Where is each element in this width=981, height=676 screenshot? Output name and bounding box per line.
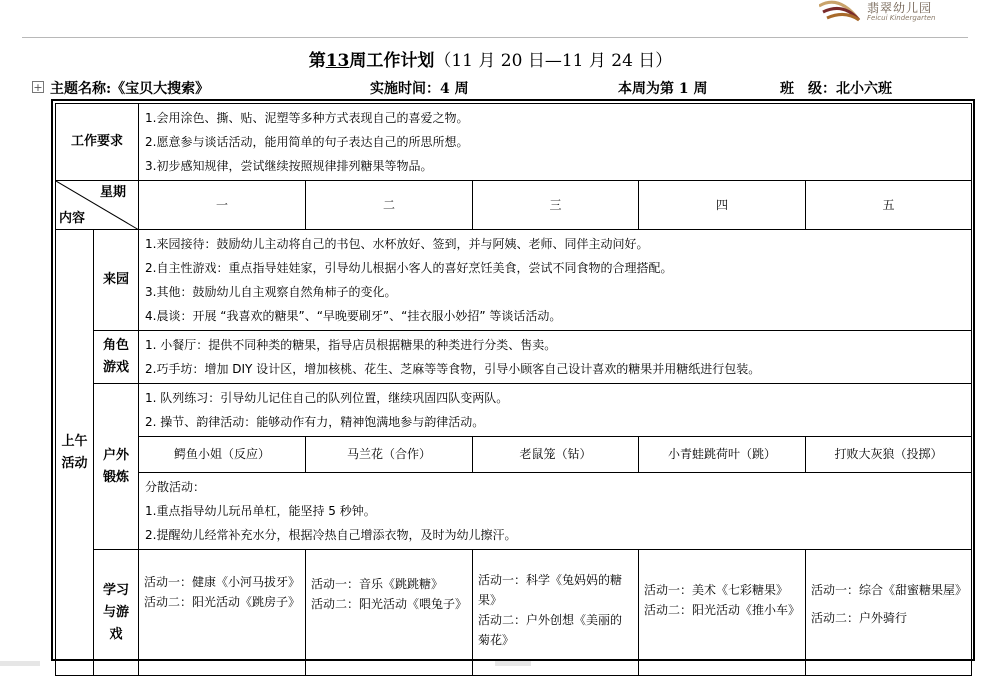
header-rule <box>22 37 968 38</box>
arrival-item: 3.其他：鼓励幼儿自主观察自然角柿子的变化。 <box>145 285 397 299</box>
arrival-item: 1.来园接待：鼓励幼儿主动将自己的书包、水杯放好、签到，并与阿姨、老师、同伴主动问好。 <box>145 237 649 251</box>
page-marker <box>495 661 531 666</box>
outdoor-bottom-row <box>56 473 972 550</box>
weekday-header: 一 <box>139 181 306 230</box>
weekday-header: 二 <box>306 181 473 230</box>
outdoor-game-cell: 马兰花（合作） <box>306 437 473 473</box>
requirement-item: 1.会用涂色、撕、贴、泥塑等多种方式表现自己的喜爱之物。 <box>145 111 469 125</box>
roleplay-row <box>56 331 972 384</box>
logo-fan-icon <box>819 0 861 22</box>
requirement-item: 2.愿意参与谈话活动，能用简单的句子表达自己的所思所想。 <box>145 135 469 149</box>
diagonal-header-cell <box>56 181 139 230</box>
activity-two: 活动二：阳光活动《跳房子》 <box>144 595 301 609</box>
arrival-content <box>139 230 972 331</box>
logo-en-text: Feicui Kindergarten <box>867 14 936 22</box>
learning-day-cell <box>473 550 639 676</box>
activity-one: 活动一：科学《兔妈妈的糖果》 <box>478 573 623 607</box>
outdoor-game-cell: 老鼠笼（钻） <box>473 437 639 473</box>
activity-two: 活动二：阳光活动《推小车》 <box>644 603 801 617</box>
outdoor-top-content <box>139 384 972 437</box>
arrival-item: 4.晨谈：开展 “我喜欢的糖果”、“早晚要刷牙”、“挂衣服小妙招” 等谈话活动。 <box>145 309 562 323</box>
outdoor-game-cell: 打败大灰狼（投掷） <box>806 437 972 473</box>
outdoor-free-activity <box>139 473 972 550</box>
theme-name: 主题名称:《宝贝大搜索》 <box>50 81 210 97</box>
title-suffix: 周工作计划 <box>349 51 435 71</box>
weekday-header: 四 <box>639 181 806 230</box>
activity-one: 活动一：音乐《跳跳糖》 <box>311 577 444 591</box>
arrival-label: 来园 <box>94 230 139 331</box>
title-week-number: 13 <box>325 51 350 71</box>
learning-day-cell <box>639 550 806 676</box>
learning-day-cell[interactable] <box>306 550 473 676</box>
learning-row <box>56 550 972 676</box>
title-date-range: （11 月 20 日—11 月 24 日） <box>434 51 673 71</box>
horizontal-scroll-stub[interactable] <box>0 661 40 666</box>
outdoor-free-item: 1.重点指导幼儿玩吊单杠，能坚持 5 秒钟。 <box>145 504 376 518</box>
activity-one: 活动一：美术《七彩糖果》 <box>644 583 789 597</box>
content-label: 内容 <box>59 211 86 227</box>
class-name: 班 级：北小六班 <box>780 81 892 97</box>
outdoor-game-cell: 鳄鱼小姐（反应） <box>139 437 306 473</box>
requirements-content <box>139 104 972 181</box>
requirements-label: 工作要求 <box>56 104 139 181</box>
week-label: 星期 <box>100 185 127 200</box>
current-week: 本周为第 1 周 <box>618 81 708 97</box>
requirements-row <box>56 104 972 181</box>
activity-one: 活动一：综合《甜蜜糖果屋》 <box>811 583 968 597</box>
roleplay-item: 1. 小餐厅：提供不同种类的糖果，指导店员根据糖果的种类进行分类、售卖。 <box>145 338 557 352</box>
arrival-row <box>56 230 972 331</box>
requirement-item: 3.初步感知规律，尝试继续按照规律排列糖果等物品。 <box>145 159 433 173</box>
weekday-header-row <box>56 181 972 230</box>
kindergarten-logo <box>819 0 969 26</box>
arrival-item: 2.自主性游戏：重点指导娃娃家，引导幼儿根据小客人的喜好烹饪美食，尝试不同食物的合理搭配。 <box>145 261 673 275</box>
learning-day-cell <box>139 550 306 676</box>
outdoor-games-row <box>56 437 972 473</box>
roleplay-item: 2.巧手坊：增加 DIY 设计区，增加核桃、花生、芝麻等等食物，引导小顾客自己设计喜欢的糖果并用糖纸进行包装。 <box>145 362 761 376</box>
activity-two: 活动二：阳光活动《喂兔子》 <box>311 597 468 611</box>
outdoor-top-row <box>56 384 972 437</box>
learning-label: 学习与游戏 <box>94 550 139 676</box>
roleplay-content <box>139 331 972 384</box>
outdoor-label: 户外锻炼 <box>94 384 139 550</box>
activity-two: 活动二：户外骑行 <box>811 611 908 625</box>
outdoor-free-item: 2.提醒幼儿经常补充水分，根据冷热自己增添衣物，及时为幼儿擦汗。 <box>145 528 517 542</box>
logo-cn-text: 翡翠幼儿园 <box>867 1 933 15</box>
weekly-plan-table <box>55 103 972 676</box>
weekday-header: 三 <box>473 181 639 230</box>
implementation-time: 实施时间：4 周 <box>370 81 469 97</box>
activity-one: 活动一：健康《小河马拔牙》 <box>144 575 301 589</box>
title-prefix: 第 <box>308 51 326 71</box>
page-title <box>0 46 981 71</box>
outdoor-game-cell: 小青蛙跳荷叶（跳） <box>639 437 806 473</box>
morning-activity-label: 上午活动 <box>56 230 94 676</box>
activity-two: 活动二：户外创想《美丽的菊花》 <box>478 613 623 647</box>
outdoor-item: 1. 队列练习：引导幼儿记住自己的队列位置，继续巩固四队变两队。 <box>145 391 509 405</box>
outdoor-item: 2. 操节、韵律活动：能够动作有力，精神饱满地参与韵律活动。 <box>145 415 485 429</box>
outdoor-free-item: 分散活动： <box>145 480 206 494</box>
weekday-header: 五 <box>806 181 972 230</box>
table-move-handle-icon[interactable]: + <box>33 81 43 94</box>
learning-day-cell <box>806 550 972 676</box>
roleplay-label: 角色游戏 <box>94 331 139 384</box>
